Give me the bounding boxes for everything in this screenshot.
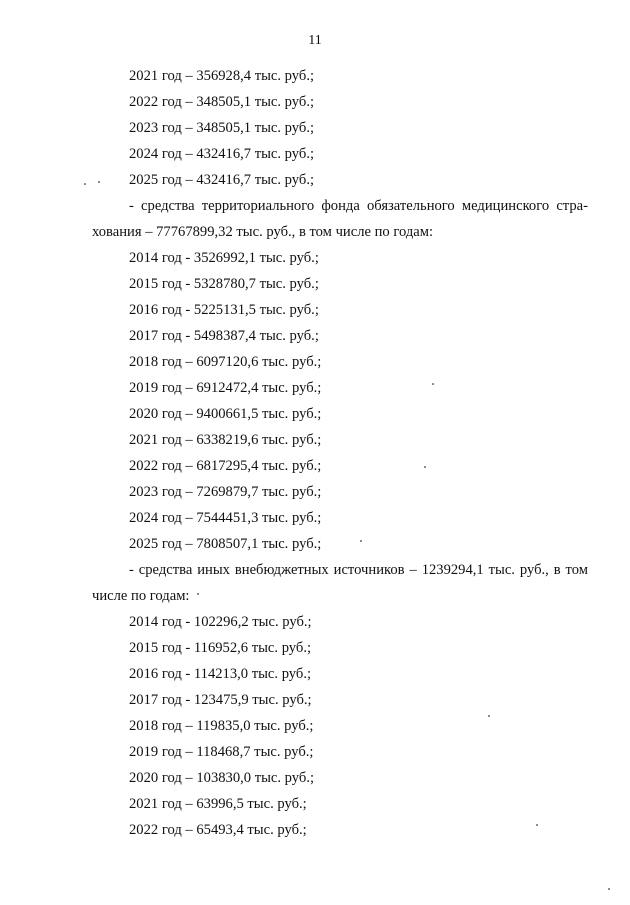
page-number: 11	[308, 33, 322, 48]
funding-year-item: 2022 год – 65493,4 тыс. руб.;	[129, 822, 307, 838]
scan-speck	[424, 466, 426, 468]
funding-year-item: 2022 год – 6817295,4 тыс. руб.;	[129, 458, 322, 474]
extrabudgetary-intro-line-1: - средства иных внебюджетных источников – 1239294,1 тыс. руб., в том	[129, 562, 588, 578]
funding-year-item: 2022 год – 348505,1 тыс. руб.;	[129, 94, 315, 110]
funding-year-item: 2020 год – 103830,0 тыс. руб.;	[129, 770, 315, 786]
funding-year-item: 2015 год - 5328780,7 тыс. руб.;	[129, 276, 319, 292]
funding-year-item: 2018 год – 6097120,6 тыс. руб.;	[129, 354, 322, 370]
funding-year-item: 2021 год – 6338219,6 тыс. руб.;	[129, 432, 322, 448]
funding-year-item: 2016 год - 114213,0 тыс. руб.;	[129, 666, 312, 682]
funding-year-item: 2017 год - 123475,9 тыс. руб.;	[129, 692, 312, 708]
insurance-fund-intro-line-2: хования – 77767899,32 тыс. руб., в том числе по годам:	[92, 224, 434, 240]
scan-speck	[98, 181, 100, 183]
funding-year-item: 2015 год - 116952,6 тыс. руб.;	[129, 640, 312, 656]
scan-speck	[432, 383, 434, 385]
scan-speck	[360, 540, 362, 542]
scan-speck	[488, 715, 490, 717]
funding-year-item: 2016 год - 5225131,5 тыс. руб.;	[129, 302, 319, 318]
insurance-fund-intro-line-1: - средства территориального фонда обязательного медицинского стра-	[129, 198, 588, 214]
funding-year-item: 2017 год - 5498387,4 тыс. руб.;	[129, 328, 319, 344]
scan-speck	[197, 593, 199, 595]
scan-speck	[536, 824, 538, 826]
funding-year-item: 2014 год - 3526992,1 тыс. руб.;	[129, 250, 319, 266]
scan-speck	[608, 888, 610, 890]
funding-year-item: 2019 год – 6912472,4 тыс. руб.;	[129, 380, 322, 396]
funding-year-item: 2024 год – 7544451,3 тыс. руб.;	[129, 510, 322, 526]
funding-year-item: 2014 год - 102296,2 тыс. руб.;	[129, 614, 312, 630]
funding-year-item: 2018 год – 119835,0 тыс. руб.;	[129, 718, 314, 734]
funding-year-item: 2021 год – 356928,4 тыс. руб.;	[129, 68, 315, 84]
funding-year-item: 2025 год – 432416,7 тыс. руб.;	[129, 172, 315, 188]
document-body	[92, 63, 588, 843]
scan-speck	[84, 183, 86, 185]
funding-year-item: 2023 год – 348505,1 тыс. руб.;	[129, 120, 315, 136]
funding-year-item: 2025 год – 7808507,1 тыс. руб.;	[129, 536, 322, 552]
extrabudgetary-intro-line-2: числе по годам:	[92, 588, 190, 604]
funding-year-item: 2019 год – 118468,7 тыс. руб.;	[129, 744, 314, 760]
funding-year-item: 2021 год – 63996,5 тыс. руб.;	[129, 796, 307, 812]
funding-year-item: 2024 год – 432416,7 тыс. руб.;	[129, 146, 315, 162]
funding-year-item: 2020 год – 9400661,5 тыс. руб.;	[129, 406, 322, 422]
funding-year-item: 2023 год – 7269879,7 тыс. руб.;	[129, 484, 322, 500]
